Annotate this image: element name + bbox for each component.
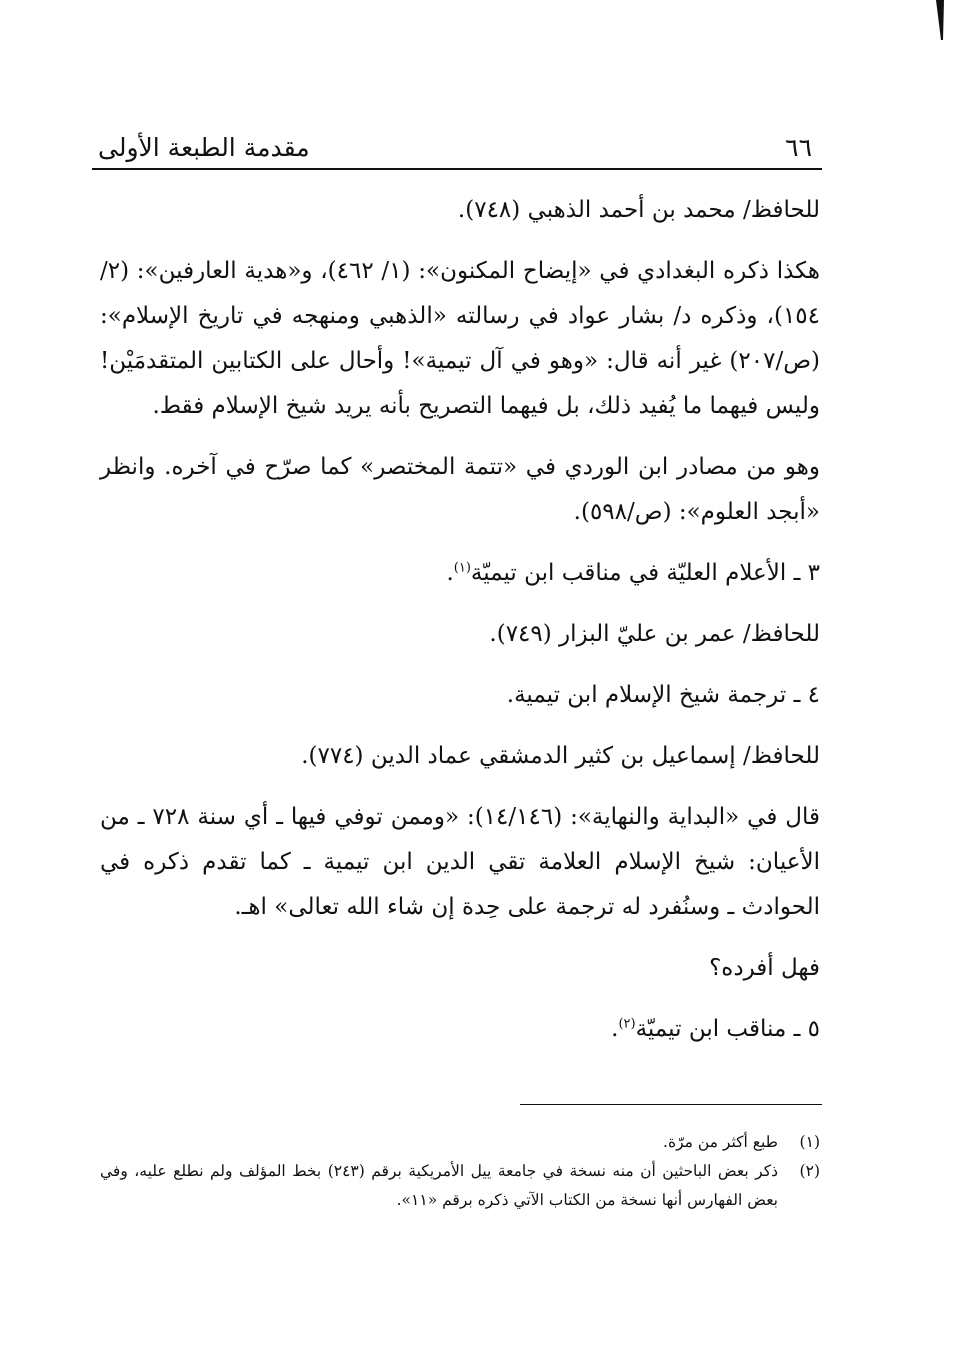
footnote-ref-2[interactable]: (٢) [618,1016,636,1032]
paragraph: للحافظ/ إسماعيل بن كثير الدمشقي عماد الدين (٧٧٤). [301,743,820,769]
scan-edge-mark [934,0,944,40]
paragraph: للحافظ/ عمر بن عليّ البزار (٧٤٩). [489,621,820,647]
list-item-5 [100,1007,820,1052]
footnote-text: طبع أكثر من مرّة. [663,1133,778,1151]
paragraph: للحافظ/ محمد بن أحمد الذهبي (٧٤٨). [457,197,820,223]
footnote-ref-1[interactable]: (١) [453,560,471,576]
footnote-divider [520,1104,822,1105]
list-item-4: ٤ ـ ترجمة شيخ الإسلام ابن تيمية. [506,682,820,708]
main-text [100,188,820,1068]
item-end-dot: . [446,560,454,586]
paragraph: قال في «البداية والنهاية»: (١٤/١٤٦): «وممن توفي فيها ـ أي سنة ٧٢٨ ـ من الأعيان: شيخ الإسلام العلامة تقي الدين ابن تيمية ـ كما تقدم ذكره في الحوادث ـ وسنُفرد له ترجمة على حِدة إن شاء الله تعالى» اهـ. [100,804,820,920]
footnote-number: (١) [799,1133,820,1151]
footnote-text: ذكر بعض الباحثين أن منه نسخة في جامعة ييل الأمريكية برقم (٢٤٣) بخط المؤلف ولم نطلع عليه، وفي بعض الفهارس أنها نسخة من الكتاب الآتي ذكره برقم «١١». [100,1162,778,1209]
item-end-dot: . [611,1016,619,1042]
running-title: مقدمة الطبعة الأولى [98,133,310,162]
footnote-item [100,1128,820,1157]
footnote-number: (٢) [799,1162,820,1180]
paragraph: وهو من مصادر ابن الوردي في «تتمة المختصر» كما صرّح في آخره. وانظر «أبجد العلوم»: (ص/٥٩٨). [100,454,820,525]
footnotes [100,1128,820,1215]
item-title: ٣ ـ الأعلام العليّة في مناقب ابن تيميّة [470,560,820,586]
paragraph: هكذا ذكره البغدادي في «إيضاح المكنون»: (١/ ٤٦٢)، و«هدية العارفين»: (٢/ ١٥٤)، وذكره د/ بشار عواد في رسالته «الذهبي ومنهجه في تاريخ الإسلام»: (ص/٢٠٧) غير أنه قال: «وهو في آل تيمية»! وأحال على الكتابين المتقدمَيْن! وليس فيهما ما يُفيد ذلك، بل فيهما التصريح بأنه يريد شيخ الإسلام فقط. [100,258,820,419]
paragraph: فهل أفرده؟ [709,955,820,981]
list-item-3 [100,551,820,596]
footnote-item [100,1157,820,1215]
page-header [92,118,822,170]
page-number: ٦٦ [785,133,812,162]
item-title: ٥ ـ مناقب ابن تيميّة [635,1016,820,1042]
